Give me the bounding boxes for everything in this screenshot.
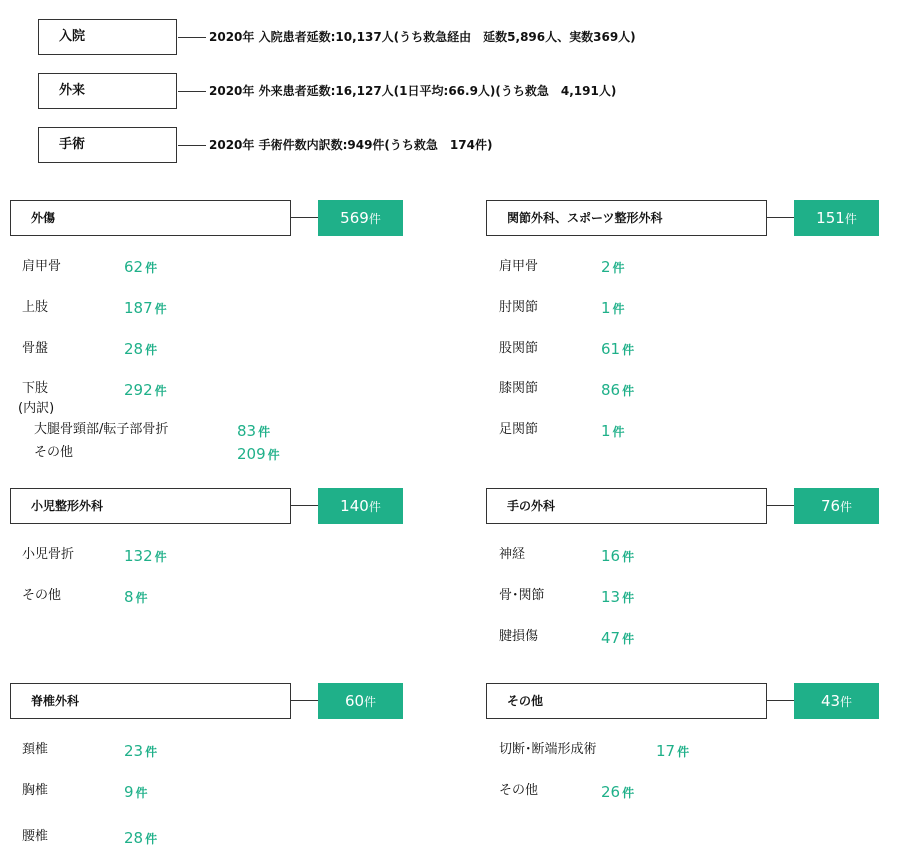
other-header: その他 <box>486 683 767 719</box>
other-item-label: その他 <box>499 783 539 798</box>
spine-item-label: 頚椎 <box>22 742 49 757</box>
pediatric-item-value: 8 件 <box>124 588 148 606</box>
hand-item-label: 骨･関節 <box>499 588 545 603</box>
outpatient-box: 外来 <box>38 73 177 109</box>
connector-line <box>767 505 794 506</box>
surgery-summary: 2020年 手術件数内訳数:949件(うち救急 174件) <box>209 138 493 152</box>
joint-item-value: 86 件 <box>601 381 635 399</box>
joint-header: 関節外科、スポーツ整形外科 <box>486 200 767 236</box>
joint-item-label: 股関節 <box>499 341 539 356</box>
trauma-item-label: 下肢 <box>22 381 49 396</box>
joint-item-label: 肘関節 <box>499 300 539 315</box>
joint-count-badge: 151件 <box>794 200 879 236</box>
surgery-box: 手術 <box>38 127 177 163</box>
hand-item-value: 13 件 <box>601 588 635 606</box>
breakdown-item-label: その他 <box>34 445 74 460</box>
joint-item-value: 61 件 <box>601 340 635 358</box>
hand-item-label: 腱損傷 <box>499 629 539 644</box>
pediatric-item-value: 132 件 <box>124 547 167 565</box>
hand-count-badge: 76件 <box>794 488 879 524</box>
connector-line <box>291 505 318 506</box>
trauma-item-value: 28 件 <box>124 340 158 358</box>
trauma-item-value: 62 件 <box>124 258 158 276</box>
inpatient-box: 入院 <box>38 19 177 55</box>
connector-line <box>767 217 794 218</box>
spine-count-badge: 60件 <box>318 683 403 719</box>
breakdown-item-label: 大腿骨頸部/転子部骨折 <box>34 422 169 437</box>
other-item-value: 17 件 <box>656 742 690 760</box>
spine-header: 脊椎外科 <box>10 683 291 719</box>
trauma-item-label: 上肢 <box>22 300 49 315</box>
breakdown-label: (内訳) <box>18 401 55 416</box>
connector-line <box>291 700 318 701</box>
trauma-header: 外傷 <box>10 200 291 236</box>
hand-header: 手の外科 <box>486 488 767 524</box>
joint-item-value: 2 件 <box>601 258 625 276</box>
pediatric-item-label: 小児骨折 <box>22 547 75 562</box>
trauma-item-value: 187 件 <box>124 299 167 317</box>
trauma-item-value: 292 件 <box>124 381 167 399</box>
other-item-value: 26 件 <box>601 783 635 801</box>
joint-item-label: 膝関節 <box>499 381 539 396</box>
inpatient-summary: 2020年 入院患者延数:10,137人(うち救急経由 延数5,896人、実数369人) <box>209 30 636 44</box>
joint-item-label: 足関節 <box>499 422 539 437</box>
trauma-item-label: 肩甲骨 <box>22 259 62 274</box>
spine-item-value: 9 件 <box>124 783 148 801</box>
hand-item-value: 47 件 <box>601 629 635 647</box>
joint-item-value: 1 件 <box>601 299 625 317</box>
other-item-label: 切断･断端形成術 <box>499 742 597 757</box>
spine-item-label: 腰椎 <box>22 829 49 844</box>
spine-item-value: 23 件 <box>124 742 158 760</box>
other-count-badge: 43件 <box>794 683 879 719</box>
connector-line <box>178 37 206 38</box>
connector-line <box>291 217 318 218</box>
connector-line <box>178 145 206 146</box>
trauma-count-badge: 569件 <box>318 200 403 236</box>
hand-item-value: 16 件 <box>601 547 635 565</box>
pediatric-item-label: その他 <box>22 588 62 603</box>
connector-line <box>178 91 206 92</box>
pediatric-header: 小児整形外科 <box>10 488 291 524</box>
spine-item-value: 28 件 <box>124 829 158 847</box>
connector-line <box>767 700 794 701</box>
trauma-item-label: 骨盤 <box>22 341 49 356</box>
joint-item-value: 1 件 <box>601 422 625 440</box>
hand-item-label: 神経 <box>499 547 526 562</box>
pediatric-count-badge: 140件 <box>318 488 403 524</box>
breakdown-item-value: 83 件 <box>237 422 271 440</box>
joint-item-label: 肩甲骨 <box>499 259 539 274</box>
breakdown-item-value: 209 件 <box>237 445 280 463</box>
spine-item-label: 胸椎 <box>22 783 49 798</box>
outpatient-summary: 2020年 外来患者延数:16,127人(1日平均:66.9人)(うち救急 4,191人) <box>209 84 617 98</box>
